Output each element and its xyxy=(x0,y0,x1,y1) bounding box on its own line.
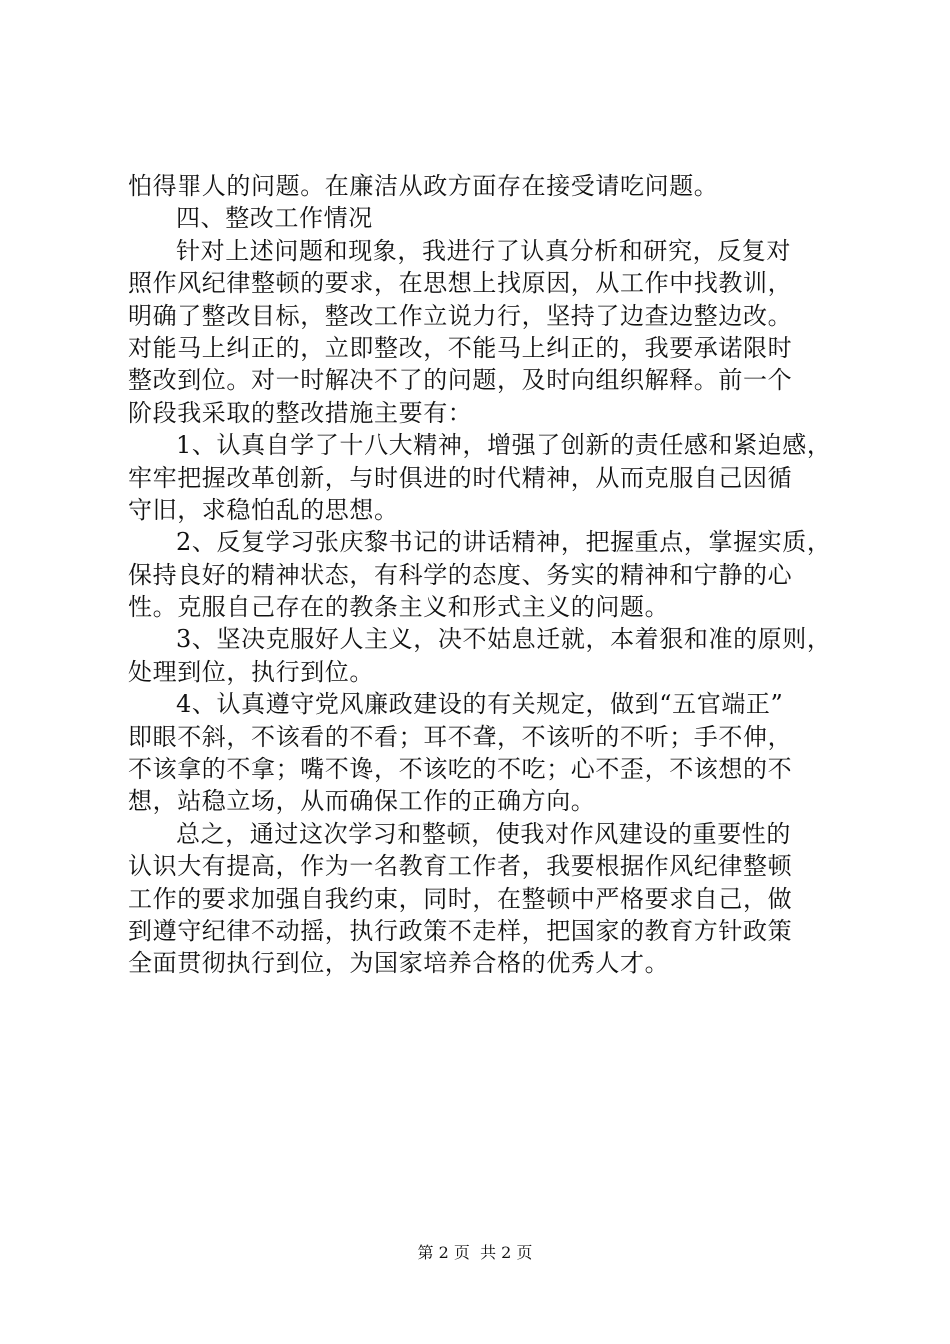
text-line: 对能马上纠正的，立即整改，不能马上纠正的，我要承诺限时 xyxy=(128,333,793,362)
text-line: 到遵守纪律不动摇，执行政策不走样，把国家的教育方针政策 xyxy=(128,916,793,945)
text-line: 1、认真自学了十八大精神，增强了创新的责任感和紧迫感， xyxy=(176,431,832,460)
text-line: 不该拿的不拿；嘴不谗，不该吃的不吃；心不歪，不该想的不 xyxy=(128,755,793,784)
text-line: 全面贯彻执行到位，为国家培养合格的优秀人才。 xyxy=(128,949,670,978)
text-line: 保持良好的精神状态，有科学的态度、务实的精神和宁静的心 xyxy=(128,560,793,589)
text-line: 整改到位。对一时解决不了的问题，及时向组织解释。前一个 xyxy=(128,366,793,395)
text-line: 性。克服自己存在的教条主义和形式主义的问题。 xyxy=(128,593,670,622)
text-line: 明确了整改目标，整改工作立说力行，坚持了边查边整边改。 xyxy=(128,301,793,330)
section-heading: 四、整改工作情况 xyxy=(176,204,373,233)
text-line: 3、坚决克服好人主义，决不姑息迁就，本着狠和准的原则， xyxy=(176,625,832,654)
text-line: 处理到位，执行到位。 xyxy=(128,657,374,686)
page-footer xyxy=(0,1243,950,1263)
text-line: 牢牢把握改革创新，与时俱进的时代精神，从而克服自己因循 xyxy=(128,463,793,492)
text-line: 2、反复学习张庆黎书记的讲话精神，把握重点，掌握实质， xyxy=(176,528,832,557)
text-line: 即眼不斜，不该看的不看；耳不聋，不该听的不听；手不伸， xyxy=(128,722,793,751)
text-line: 4、认真遵守党风廉政建设的有关规定，做到“五官端正” xyxy=(176,690,784,719)
text-line: 守旧，求稳怕乱的思想。 xyxy=(128,495,399,524)
text-line: 阶段我采取的整改措施主要有： xyxy=(128,398,473,427)
document-body xyxy=(128,170,838,980)
text-line: 工作的要求加强自我约束，同时，在整顿中严格要求自己，做 xyxy=(128,884,793,913)
text-line: 认识大有提高，作为一名教育工作者，我要根据作风纪律整顿 xyxy=(128,852,793,881)
text-line: 总之，通过这次学习和整顿，使我对作风建设的重要性的 xyxy=(176,819,791,848)
text-line: 想，站稳立场，从而确保工作的正确方向。 xyxy=(128,787,596,816)
text-line: 照作风纪律整顿的要求，在思想上找原因，从工作中找教训， xyxy=(128,269,793,298)
page-number: 第 2 页 共 2 页 xyxy=(417,1243,533,1262)
text-line: 针对上述问题和现象，我进行了认真分析和研究，反复对 xyxy=(176,236,791,265)
text-line: 怕得罪人的问题。在廉洁从政方面存在接受请吃问题。 xyxy=(128,172,719,200)
